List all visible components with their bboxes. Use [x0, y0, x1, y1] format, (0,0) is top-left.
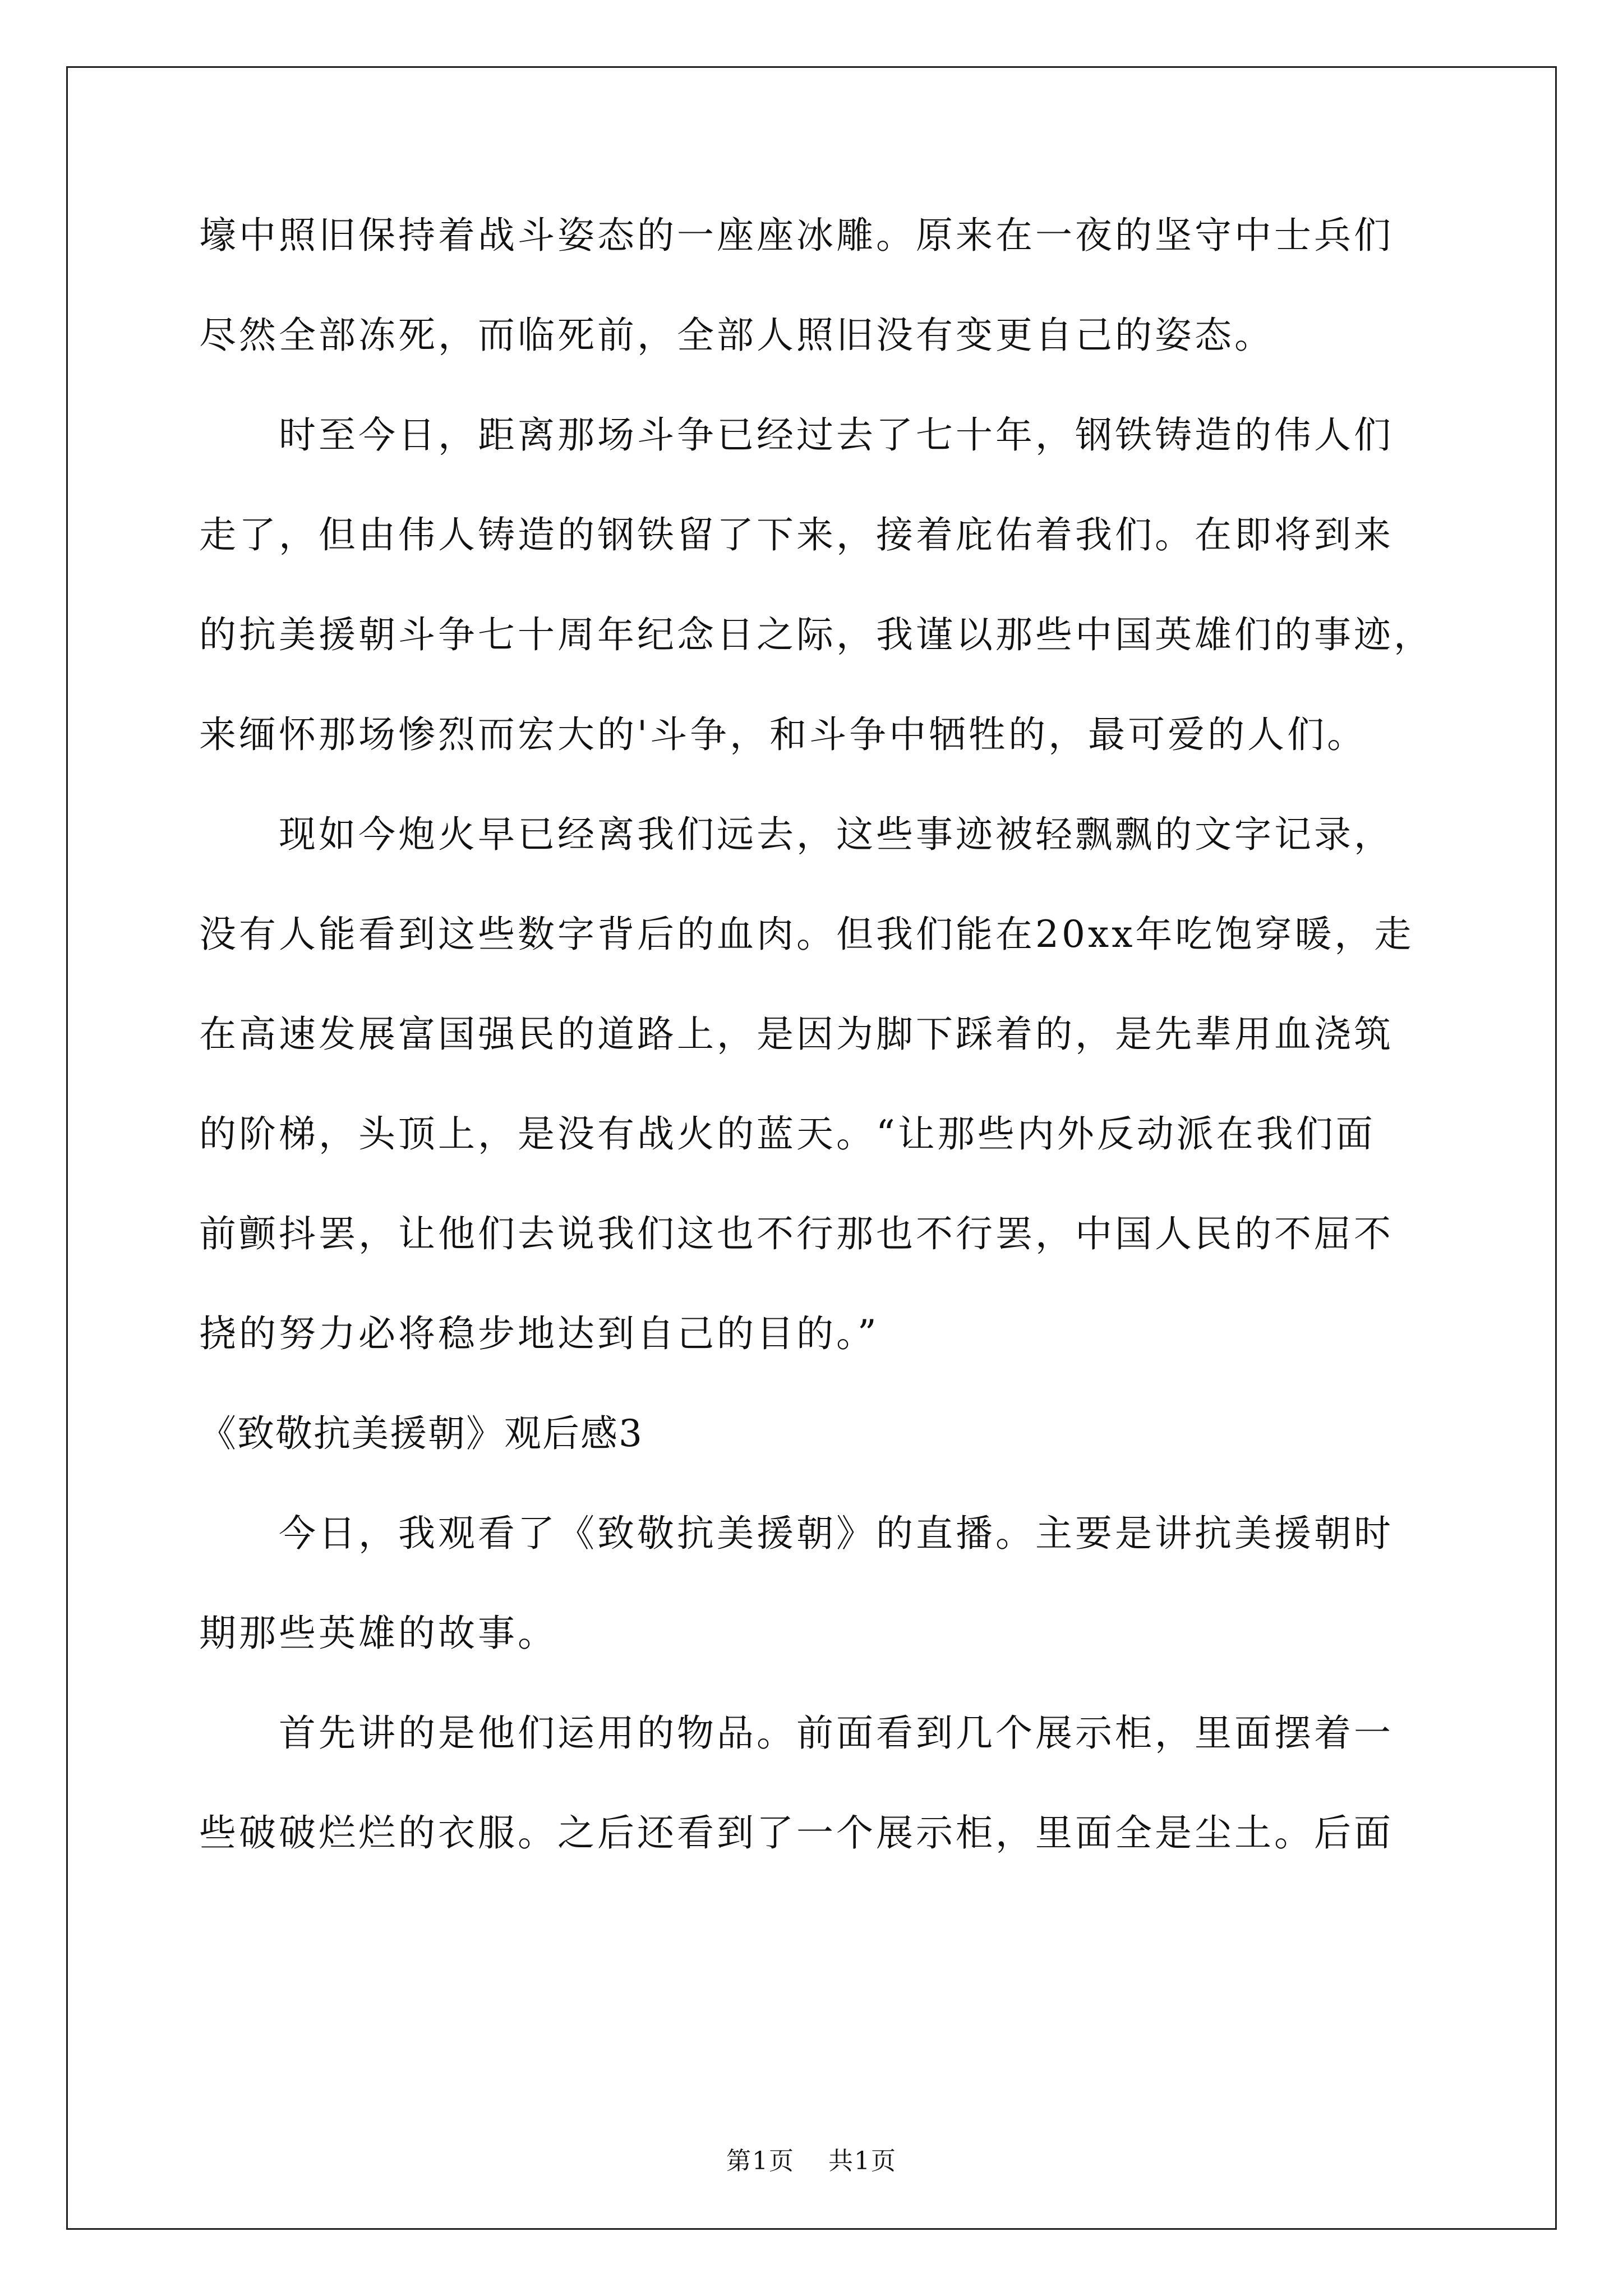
paragraph-line: 时至今日，距离那场斗争已经过去了七十年，钢铁铸造的伟人们 [199, 413, 1394, 457]
paragraph-line: 尽然全部冻死，而临死前，全部人照旧没有变更自己的姿态。 [199, 314, 1274, 357]
paragraph-line: 壕中照旧保持着战斗姿态的一座座冰雕。原来在一夜的坚守中士兵们 [199, 214, 1394, 257]
page-number: 第1页 [726, 2147, 795, 2175]
paragraph-line: 前颤抖罢，让他们去说我们这也不行那也不行罢，中国人民的不屈不 [199, 1212, 1394, 1255]
page-total: 共1页 [828, 2147, 897, 2175]
section-heading: 《致敬抗美援朝》观后感3 [199, 1412, 643, 1455]
page-footer [0, 2141, 1623, 2177]
paragraph-line: 的阶梯，头顶上，是没有战火的蓝天。“让那些内外反动派在我们面 [199, 1112, 1376, 1156]
paragraph-line: 走了，但由伟人铸造的钢铁留了下来，接着庇佑着我们。在即将到来 [199, 513, 1394, 556]
paragraph-line: 今日，我观看了《致敬抗美援朝》的直播。主要是讲抗美援朝时 [199, 1512, 1394, 1555]
paragraph-line: 些破破烂烂的衣服。之后还看到了一个展示柜，里面全是尘土。后面 [199, 1811, 1394, 1855]
paragraph-line: 的抗美援朝斗争七十周年纪念日之际，我谨以那些中国英雄们的事迹， [199, 613, 1433, 656]
paragraph-line: 首先讲的是他们运用的物品。前面看到几个展示柜，里面摆着一 [199, 1711, 1394, 1755]
paragraph-line: 在高速发展富国强民的道路上，是因为脚下踩着的，是先辈用血浇筑 [199, 1013, 1394, 1056]
paragraph-line: 没有人能看到这些数字背后的血肉。但我们能在20xx年吃饱穿暖，走 [199, 913, 1414, 956]
document-body [199, 210, 1433, 1908]
paragraph-line: 期那些英雄的故事。 [199, 1612, 557, 1655]
paragraph-line: 挠的努力必将稳步地达到自己的目的。” [199, 1312, 879, 1355]
paragraph-line: 来缅怀那场惨烈而宏大的'斗争，和斗争中牺牲的，最可爱的人们。 [199, 713, 1367, 756]
paragraph-line: 现如今炮火早已经离我们远去，这些事迹被轻飘飘的文字记录， [199, 813, 1394, 856]
